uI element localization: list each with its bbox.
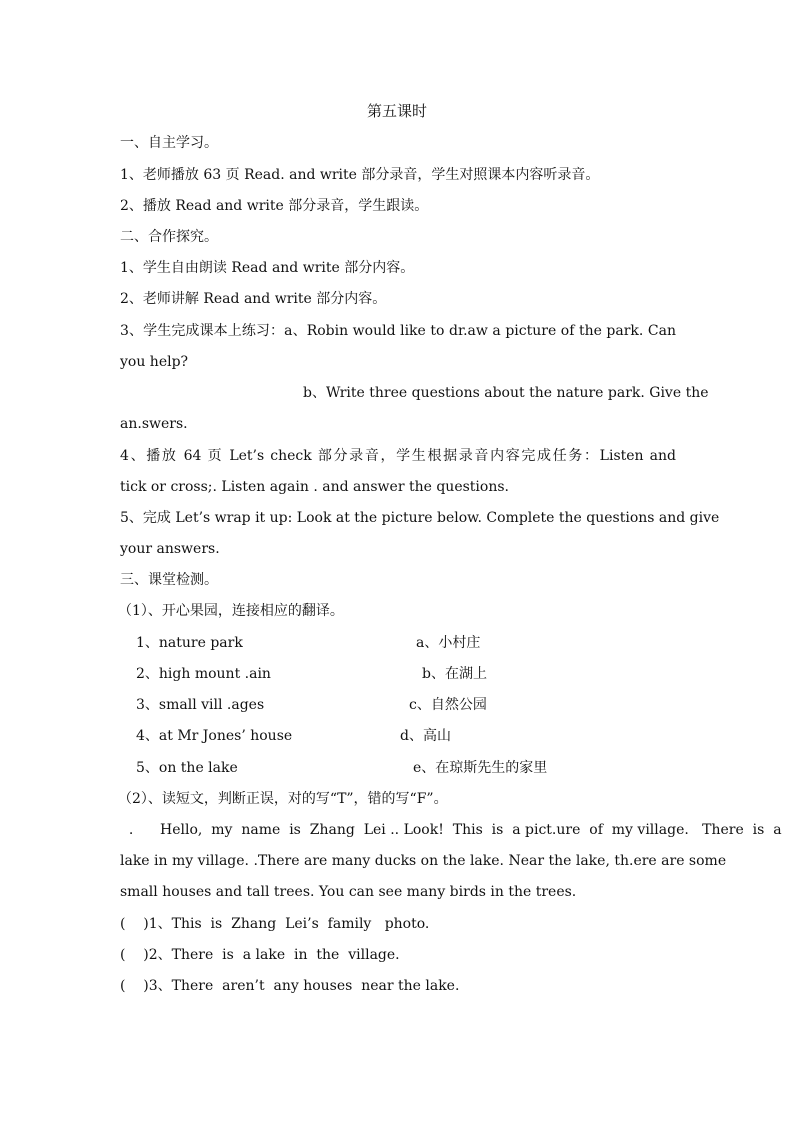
- match-chinese-d: d、高山: [400, 728, 451, 744]
- section-heading-cooperation: 二、合作探究。: [120, 229, 218, 245]
- match-english-4: 4、at Mr Jones’ house: [136, 728, 293, 744]
- cooperation-line-5a: 5、完成 Let’s wrap it up: Look at the picture below. Complete the questions and give: [120, 510, 720, 526]
- cooperation-line-3d: an.swers.: [120, 416, 188, 432]
- self-study-line-1: 1、老师播放 63 页 Read. and write 部分录音，学生对照课本内容听录音。: [120, 167, 600, 183]
- passage-line-2: lake in my village. .There are many ducks on the lake. Near the lake, th.ere are some: [120, 853, 727, 869]
- passage-line-3: small houses and tall trees. You can see many birds in the trees.: [120, 884, 577, 900]
- test-part-1-instruction: （1）、开心果园，连接相应的翻译。: [118, 603, 344, 619]
- match-english-5: 5、on the lake: [136, 760, 238, 776]
- match-english-3: 3、small vill .ages: [136, 697, 265, 713]
- match-chinese-c: c、自然公园: [409, 697, 487, 713]
- question-2: ( )2、There is a lake in the village.: [120, 947, 400, 963]
- cooperation-line-3a: 3、学生完成课本上练习：a、Robin would like to dr.aw a picture of the park. Can: [120, 323, 676, 339]
- match-english-1: 1、nature park: [136, 635, 243, 651]
- cooperation-line-1: 1、学生自由朗读 Read and write 部分内容。: [120, 260, 415, 276]
- self-study-line-2: 2、播放 Read and write 部分录音，学生跟读。: [120, 198, 429, 214]
- match-chinese-a: a、小村庄: [416, 635, 481, 651]
- test-part-2-instruction: （2）、读短文，判断正误，对的写“T”，错的写“F”。: [118, 791, 448, 807]
- cooperation-line-2: 2、老师讲解 Read and write 部分内容。: [120, 291, 387, 307]
- cooperation-line-3c: b、Write three questions about the nature park. Give the: [303, 385, 709, 401]
- cooperation-line-4b: tick or cross;. Listen again . and answer the questions.: [120, 479, 509, 495]
- section-heading-self-study: 一、自主学习。: [120, 135, 218, 151]
- cooperation-line-3b: you help?: [120, 354, 189, 370]
- match-chinese-e: e、在琼斯先生的家里: [413, 760, 548, 776]
- page-title: 第五课时: [366, 102, 427, 120]
- passage-line-1: . Hello, my name is Zhang Lei .. Look! This is a pict.ure of my village. There is a: [120, 822, 782, 838]
- section-heading-classroom-test: 三、课堂检测。: [120, 572, 218, 588]
- question-1: ( )1、This is Zhang Lei’s family photo.: [120, 916, 430, 932]
- question-3: ( )3、There aren’t any houses near the lake.: [120, 978, 460, 994]
- match-chinese-b: b、在湖上: [422, 666, 487, 682]
- match-english-2: 2、high mount .ain: [136, 666, 271, 682]
- cooperation-line-5b: your answers.: [120, 541, 220, 557]
- cooperation-line-4a: 4、播放 64 页 Let’s check 部分录音，学生根据录音内容完成任务：Listen and: [120, 448, 676, 464]
